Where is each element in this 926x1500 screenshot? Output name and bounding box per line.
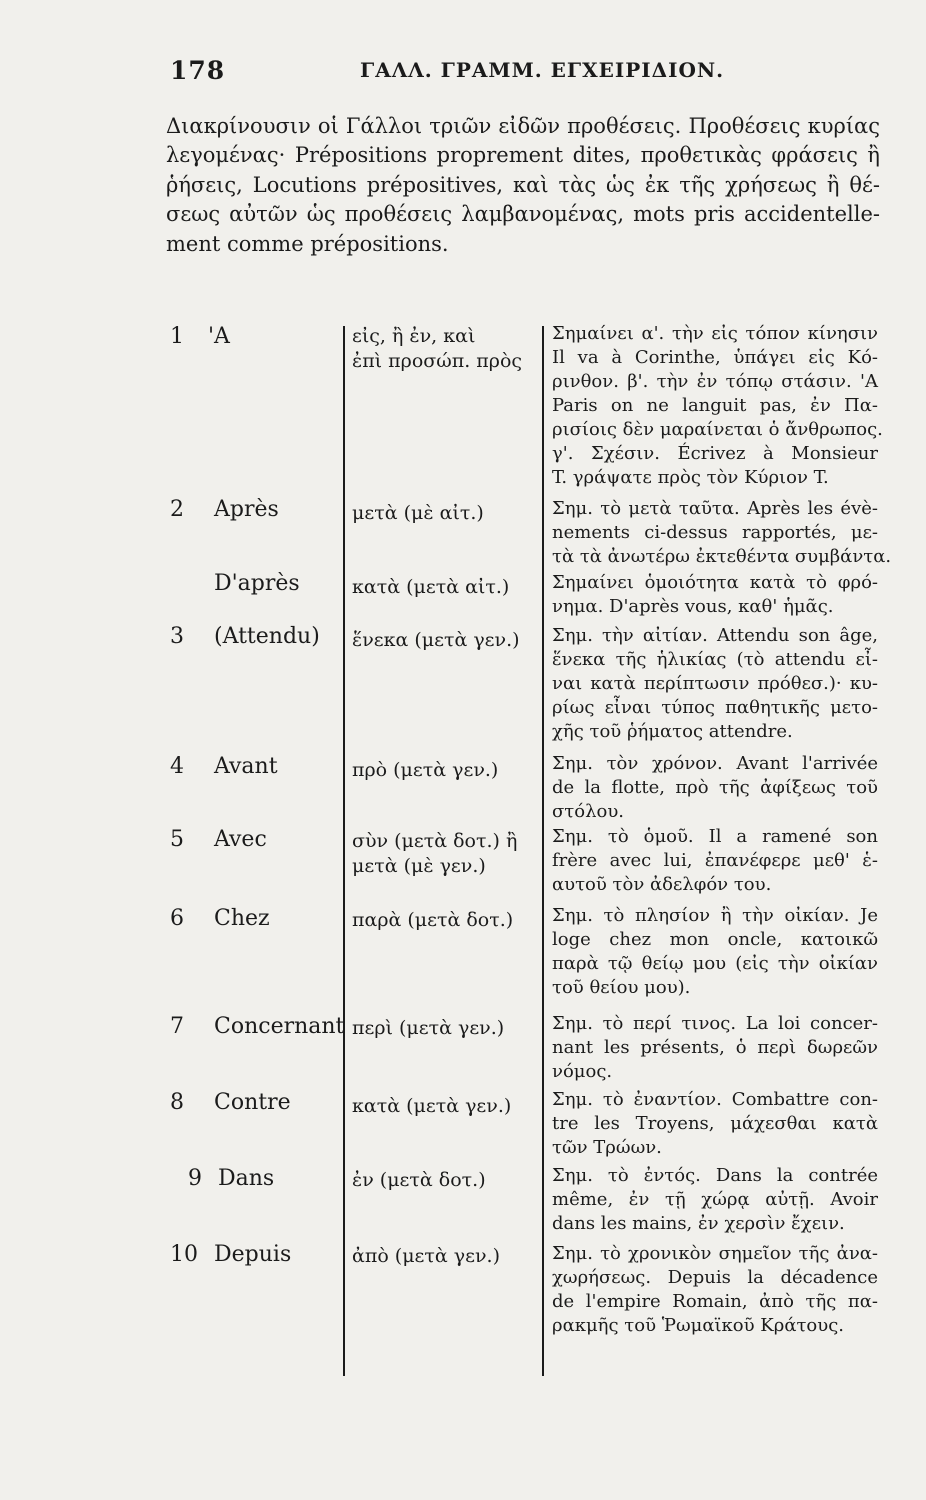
entry-example [552,825,878,897]
example-line: ρισίοις δὲν μαραίνεται ὁ ἄνθρωπος. [552,419,883,440]
greek-line: παρὰ (μετὰ δοτ.) [352,909,514,931]
example-line: ναι κατὰ περίπτωσιν πρόθεσ.)· κυ- [552,673,878,694]
entry-example [552,1242,878,1338]
greek-line: πρὸ (μετὰ γεν.) [352,759,499,781]
entry-word: Avant [214,754,278,779]
intro-line: ῥήσεις, Locutions prépositives, καὶ τὰς ὡς ἐκ τῆς χρήσεως ἢ θέ- [166,172,880,197]
entry-word: Concernant [214,1014,345,1039]
column-divider-right [542,326,544,1376]
example-line: Σημ. τὸ ἐναντίον. Combattre con- [552,1089,878,1110]
entry-greek-equivalent [352,758,538,783]
example-line: νημα. D'après vous, καθ' ἡμᾶς. [552,596,834,617]
example-line: Σημ. τὴν αἰτίαν. Attendu son âge, [552,625,878,646]
entry-greek-equivalent [352,1016,538,1041]
example-line: Σημ. τὸ χρονικὸν σημεῖον τῆς ἀνα- [552,1243,878,1264]
entry-number: 1 [170,324,184,349]
example-line: frère avec lui, ἐπανέφερε μεθ' ἑ- [552,850,878,871]
example-line: Paris on ne languit pas, ἐν Πα- [552,395,878,416]
example-line: Σημ. τὸ περί τινος. La loi concer- [552,1013,878,1034]
entry-word: Après [214,497,279,522]
intro-line: Διακρίνουσιν οἱ Γάλλοι τριῶν εἰδῶν προθέσεις. Προθέσεις κυρίας [166,114,880,138]
greek-line: ἐν (μετὰ δοτ.) [352,1169,486,1191]
entry-number: 6 [170,906,184,931]
entry-example [552,1164,878,1236]
greek-line: σὺν (μετὰ δοτ.) ἢ [352,830,518,852]
example-line: tre les Troyens, μάχεσθαι κατὰ [552,1113,878,1134]
entry-word: 'A [208,324,230,349]
entry-word: (Attendu) [214,624,320,649]
entry-example [552,752,878,824]
intro-line: σεως αὐτῶν ὡς προθέσεις λαμβανομένας, mots pris accidentelle- [166,202,880,227]
example-line: τοῦ θείου μου). [552,977,691,998]
entry-word: Dans [218,1166,275,1191]
example-line: même, ἐν τῇ χώρᾳ αὐτῇ. Avoir [552,1189,878,1210]
example-line: χωρήσεως. Depuis la décadence [552,1267,878,1288]
entry-greek-equivalent [352,628,538,653]
example-line: τὰ τὰ ἀνωτέρω ἐκτεθέντα συμβάντα. [552,546,892,567]
example-line: loge chez mon oncle, κατοικῶ [552,929,878,950]
entry-word: D'après [214,571,300,596]
example-line: Σημ. τὸ ὁμοῦ. Il a ramené son [552,826,878,847]
entry-number: 2 [170,497,184,522]
page-number: 178 [170,56,226,85]
entry-example [552,322,883,490]
example-line: Σημ. τὸ πλησίον ἢ τὴν οἰκίαν. Je [552,905,878,926]
page-header [170,56,890,96]
example-line: Σημ. τὸ ἐντός. Dans la contrée [552,1165,878,1186]
entry-number: 8 [170,1090,184,1115]
example-line: τῶν Τρώων. [552,1137,662,1158]
intro-line: ment comme prépositions. [166,231,449,256]
entry-greek-equivalent [352,575,538,600]
entry-number: 4 [170,754,184,779]
intro-line: λεγομένας· Prépositions proprement dites, προθετικὰς φράσεις ἢ [166,143,880,168]
intro-paragraph [166,112,880,259]
greek-line: ἐπὶ προσώπ. πρὸς [352,350,523,372]
example-line: Σημ. τὸν χρόνον. Avant l'arrivée [552,753,878,774]
entry-word: Avec [214,827,267,852]
entry-example [552,1088,878,1160]
entry-word: Contre [214,1090,291,1115]
example-line: αυτοῦ τὸν ἀδελφόν του. [552,874,772,895]
greek-line: κατὰ (μετὰ αἰτ.) [352,576,510,598]
example-line: Σημαίνει ὁμοιότητα κατὰ τὸ φρό- [552,572,878,593]
entry-example [552,1012,878,1084]
example-line: παρὰ τῷ θείῳ μου (εἰς τὴν οἰκίαν [552,953,878,974]
entry-word: Depuis [214,1242,292,1267]
entry-greek-equivalent [352,829,538,879]
example-line: Σημ. τὸ μετὰ ταῦτα. Après les évè- [552,498,878,519]
entry-greek-equivalent [352,324,538,374]
example-line: nements ci-dessus rapportés, με- [552,522,878,543]
greek-line: κατὰ (μετὰ γεν.) [352,1095,512,1117]
example-line: de la flotte, πρὸ τῆς ἀφίξεως τοῦ [552,777,878,798]
greek-line: μετὰ (μὲ γεν.) [352,855,486,877]
example-line: T. γράψατε πρὸς τὸν Κύριον T. [552,467,829,488]
entry-example [552,624,878,744]
example-line: Il va à Corinthe, ὑπάγει εἰς Κό- [552,347,878,368]
greek-line: εἰς, ἢ ἐν, καὶ [352,325,476,347]
greek-line: ἀπὸ (μετὰ γεν.) [352,1245,500,1267]
example-line: ρακμῆς τοῦ Ῥωμαϊκοῦ Κράτους. [552,1315,845,1336]
entry-greek-equivalent [352,1094,538,1119]
entry-example [552,904,878,1000]
entry-word: Chez [214,906,270,931]
example-line: dans les mains, ἐν χερσὶν ἔχειν. [552,1213,845,1234]
entry-number: 3 [170,624,184,649]
running-title: ΓΑΛΛ. ΓΡΑΜΜ. ΕΓΧΕΙΡΙΔΙΟΝ. [360,58,725,82]
greek-line: περὶ (μετὰ γεν.) [352,1017,505,1039]
example-line: νόμος. [552,1061,613,1082]
example-line: γ'. Σχέσιν. Écrivez à Monsieur [552,443,878,464]
entry-example [552,571,878,619]
example-line: ρινθον. β'. τὴν ἐν τόπῳ στάσιν. 'A [552,371,878,392]
entry-number: 5 [170,827,184,852]
entry-number: 7 [170,1014,184,1039]
example-line: ἕνεκα τῆς ἡλικίας (τὸ attendu εἶ- [552,649,878,670]
entry-greek-equivalent [352,908,538,933]
entry-greek-equivalent [352,1244,538,1269]
example-line: χῆς τοῦ ῥήματος attendre. [552,721,793,742]
greek-line: μετὰ (μὲ αἰτ.) [352,502,484,524]
entry-greek-equivalent [352,1168,538,1193]
example-line: nant les présents, ὁ περὶ δωρεῶν [552,1037,878,1058]
greek-line: ἕνεκα (μετὰ γεν.) [352,629,520,651]
entry-number: 9 [188,1166,202,1191]
entry-greek-equivalent [352,501,538,526]
example-line: στόλου. [552,801,624,822]
example-line: de l'empire Romain, ἀπὸ τῆς πα- [552,1291,878,1312]
example-line: ρίως εἶναι τύπος παθητικῆς μετο- [552,697,878,718]
entry-example [552,497,892,569]
entry-number: 10 [170,1242,198,1267]
example-line: Σημαίνει α'. τὴν εἰς τόπον κίνησιν [552,323,878,344]
